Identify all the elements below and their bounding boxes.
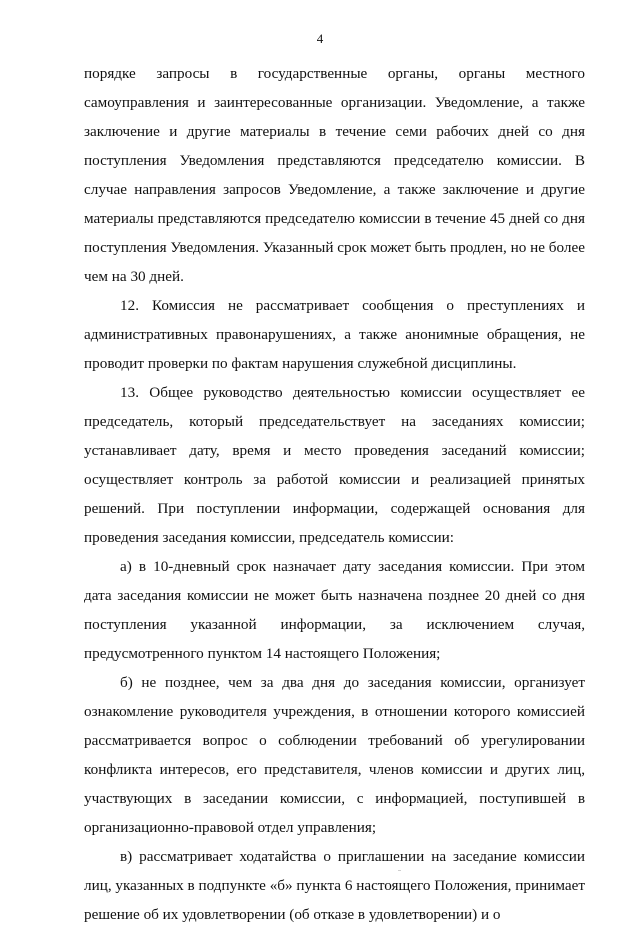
paragraph-subitem-a: а) в 10-дневный срок назначает дату заседания комиссии. При этом дата заседания комиссии не может быть назначена позднее 20 дней со дня поступления указанной информации, за исключением случая, предусмотренного пунктом 14 настоящего Положения; xyxy=(84,558,585,662)
paragraph-continuation: порядке запросы в государственные органы, органы местного самоуправления и заинтересованные организации. Уведомление, а также заключение и другие материалы в течение семи рабочих дней со дня поступления Уведомления представляются председателю комиссии. В случае направления запросов Уведомление, а также заключение и другие материалы представляются председателю комиссии в течение 45 дней со дня поступления Уведомления. Указанный срок может быть продлен, но не более чем на 30 дней. xyxy=(84,65,585,285)
document-body xyxy=(84,59,585,929)
page-number: 4 xyxy=(316,31,324,46)
paragraph-subitem-v: в) рассматривает ходатайства о приглашении на заседание комиссии лиц, указанных в подпункте «б» пункта 6 настоящего Положения, принимает решение об их удовлетворении (об отказе в удовлетворении) и о xyxy=(84,848,585,923)
paragraph-subitem-b: б) не позднее, чем за два дня до заседания комиссии, организует ознакомление руководителя учреждения, в отношении которого комиссией рассматривается вопрос о соблюдении требований об урегулировании конфликта интересов, его представителя, членов комиссии и других лиц, участвующих в заседании комиссии, с информацией, поступившей в организационно-правовой отдел управления; xyxy=(84,674,585,836)
scan-speck xyxy=(398,870,401,871)
paragraph-item-12: 12. Комиссия не рассматривает сообщения о преступлениях и административных правонарушениях, а также анонимные обращения, не проводит проверки по фактам нарушения служебной дисциплины. xyxy=(84,297,585,372)
paragraph-item-13: 13. Общее руководство деятельностью комиссии осуществляет ее председатель, который председательствует на заседаниях комиссии; устанавливает дату, время и место проведения заседаний комиссии; осуществляет контроль за работой комиссии и реализацией принятых решений. При поступлении информации, содержащей основания для проведения заседания комиссии, председатель комиссии: xyxy=(84,384,585,546)
